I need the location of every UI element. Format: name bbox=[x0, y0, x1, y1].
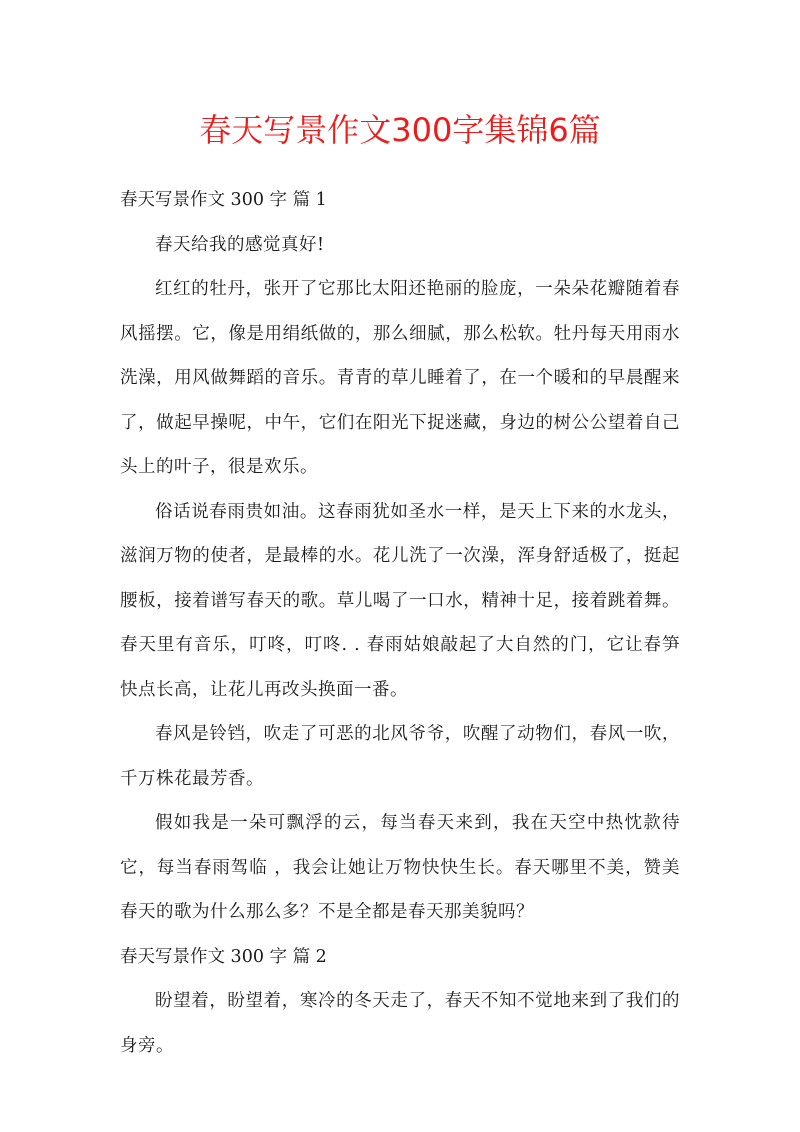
paragraph: 俗话说春雨贵如油。这春雨犹如圣水一样，是天上下来的水龙头，滋润万物的使者，是最棒的水。花儿洗了一次澡，浑身舒适极了，挺起腰板，接着谱写春天的歌。草儿喝了一口水，精神十足，接着跳着舞。春天里有音乐，叮咚，叮咚. . 春雨姑娘敲起了大自然的门，它让春笋快点长高，让花儿再改头换面一番。 bbox=[120, 501, 680, 700]
document-title: 春天写景作文300字集锦6篇 bbox=[199, 111, 601, 149]
paragraph: 春风是铃铛，吹走了可恶的北风爷爷，吹醒了动物们，春风一吹，千万株花最芳香。 bbox=[120, 724, 680, 789]
paragraph: 红红的牡丹，张开了它那比太阳还艳丽的脸庞，一朵朵花瓣随着春风摇摆。它，像是用绢纸做的，那么细腻，那么松软。牡丹每天用雨水洗澡，用风做舞蹈的音乐。青青的草儿睡着了，在一个暖和的早晨醒来了，做起早操呢，中午，它们在阳光下捉迷藏，身边的树公公望着自己头上的叶子，很是欢乐。 bbox=[120, 279, 680, 477]
section-heading: 春天写景作文 300 字 篇 2 bbox=[120, 946, 327, 967]
paragraph: 春天给我的感觉真好! bbox=[155, 234, 325, 255]
section-1 bbox=[120, 178, 680, 935]
paragraph: 假如我是一朵可飘浮的云，每当春天来到，我在天空中热忱款待它，每当春雨驾临 ，我会让她让万物快快生长。春天哪里不美，赞美春天的歌为什么那么多？不是全都是春天那美貌吗？ bbox=[120, 813, 680, 922]
section-heading: 春天写景作文 300 字 篇 1 bbox=[120, 190, 327, 210]
document-body bbox=[120, 178, 680, 1068]
section-2 bbox=[120, 935, 680, 1069]
paragraph: 盼望着，盼望着，寒冷的冬天走了，春天不知不觉地来到了我们的身旁。 bbox=[120, 991, 680, 1056]
